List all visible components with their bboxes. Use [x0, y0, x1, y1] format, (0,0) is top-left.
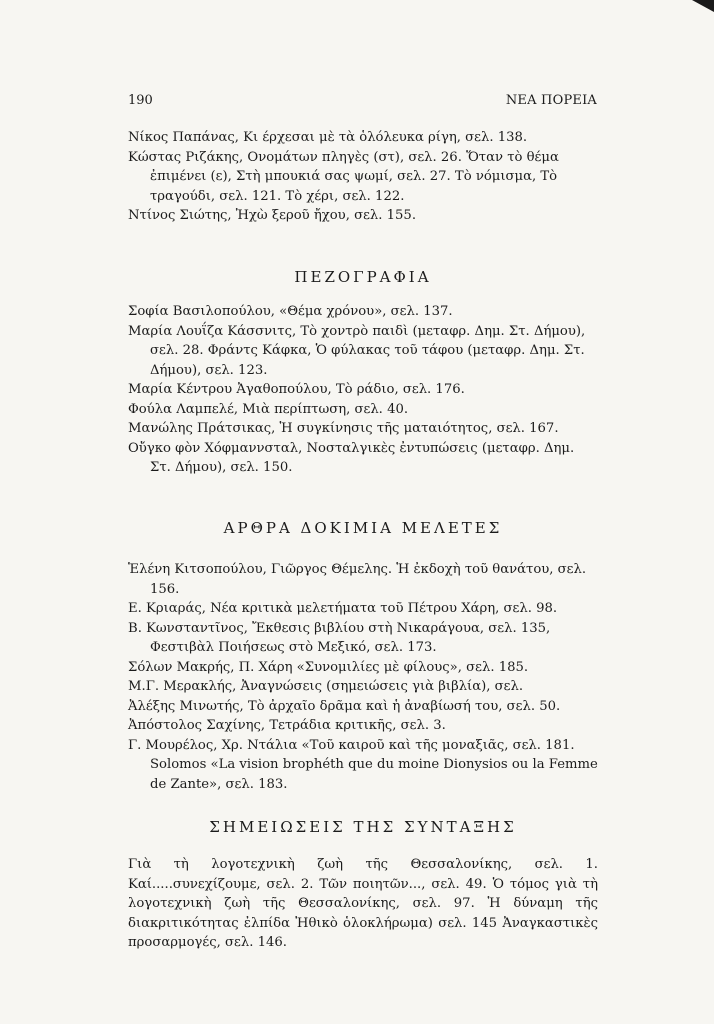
list-item: Κώστας Ριζάκης, Ονομάτων πληγὲς (στ), σελ. 26. Ὅταν τὸ θέμα ἐπιμένει (ε), Στὴ μπουκιά σας ψωμί, σελ. 27. Τὸ νόμισμα, Τὸ τραγούδι, σελ. 121. Τὸ χέρι, σελ. 122. — [128, 149, 559, 204]
list-item: Μανώλης Πράτσικας, Ἡ συγκίνησις τῆς ματαιότητος, σελ. 167. — [128, 421, 559, 436]
list-item: Γ. Μουρέλος, Χρ. Ντάλια «Τοῦ καιροῦ καὶ τῆς μοναξιᾶς, σελ. 181. Solomos «La vision brophéth que du moine Dionysios ou la Femme de Zante», σελ. 183. — [128, 737, 598, 792]
list-item: Μαρία Κέντρου Ἀγαθοπούλου, Τὸ ράδιο, σελ. 176. — [128, 382, 465, 397]
section-heading-editorial: ΣΗΜΕΙΩΣΕΙΣ ΤΗΣ ΣΥΝΤΑΞΗΣ — [209, 818, 517, 836]
running-title: ΝΕΑ ΠΟΡΕΙΑ — [505, 93, 597, 108]
list-item: Ἀλέξης Μινωτής, Τὸ ἀρχαῖο δρᾶμα καὶ ἡ ἀναβίωσή του, σελ. 50. — [128, 698, 561, 714]
list-item: Μαρία Λουΐζα Κάσσνιτς, Τὸ χοντρὸ παιδὶ (μεταφρ. Δημ. Στ. Δήμου), σελ. 28. Φράντς Κάφκα, Ὁ φύλακας τοῦ τάφου (μεταφρ. Δημ. Στ. Δήμου), σελ. 123. — [128, 323, 586, 378]
section-heading-prose: ΠΕΖΟΓΡΑΦΙΑ — [294, 268, 432, 286]
list-item: Σόλων Μακρής, Π. Χάρη «Συνομιλίες μὲ φίλους», σελ. 185. — [128, 659, 529, 675]
list-item: Μ.Γ. Μερακλής, Ἀναγνώσεις (σημειώσεις γιὰ βιβλία), σελ. — [128, 679, 524, 694]
poetry-list — [128, 128, 598, 226]
list-item: Φούλα Λαμπελέ, Μιὰ περίπτωση, σελ. 40. — [128, 401, 409, 417]
list-item: Ε. Κριαράς, Νέα κριτικὰ μελετήματα τοῦ Πέτρου Χάρη, σελ. 98. — [128, 601, 558, 616]
list-item: Ἀπόστολος Σαχίνης, Τετράδια κριτικῆς, σελ. 3. — [128, 718, 446, 733]
prose-list — [128, 302, 598, 478]
page-corner-mark — [692, 0, 714, 12]
list-item: Ἑλένη Κιτσοπούλου, Γιῶργος Θέμελης. Ἡ ἐκδοχὴ τοῦ θανάτου, σελ. 156. — [128, 562, 587, 597]
list-item: Νίκος Παπάνας, Κι έρχεσαι μὲ τὰ ὁλόλευκα ρίγη, σελ. 138. — [128, 130, 528, 145]
editorial-notes: Γιὰ τὴ λογοτεχνικὴ ζωὴ τῆς Θεσσαλονίκης, σελ. 1. Καί.....συνεχίζουμε, σελ. 2. Τῶν ποιητῶν..., σελ. 49. Ὁ τόμος γιὰ τὴ λογοτεχνικὴ ζωὴ τῆς Θεσσαλονίκης, σελ. 97. Ἡ δύναμη τῆς διακριτικότητας ἐλπίδα Ἠθικὸ ὁλοκλήρωμα) σελ. 145 Ἀναγκαστικὲς προσαρμογές, σελ. 146. — [128, 857, 598, 950]
section-heading-articles: ΑΡΘΡΑ ΔΟΚΙΜΙΑ ΜΕΛΕΤΕΣ — [223, 519, 503, 537]
list-item: Οὔγκο φὸν Χόφμαννσταλ, Νοσταλγικὲς ἐντυπώσεις (μεταφρ. Δημ. Στ. Δήμου), σελ. 150. — [128, 440, 575, 475]
list-item: Σοφία Βασιλοπούλου, «Θέμα χρόνου», σελ. 137. — [128, 304, 453, 319]
list-item: Ντίνος Σιώτης, Ἠχὼ ξεροῦ ἤχου, σελ. 155. — [128, 208, 417, 223]
list-item: Β. Κωνσταντῖνος, Ἔκθεσις βιβλίου στὴ Νικαράγουα, σελ. 135, Φεστιβὰλ Ποιήσεως στὸ Μεξικό, σελ. 173. — [128, 620, 551, 655]
articles-list — [128, 560, 598, 794]
page-number: 190 — [128, 93, 153, 108]
